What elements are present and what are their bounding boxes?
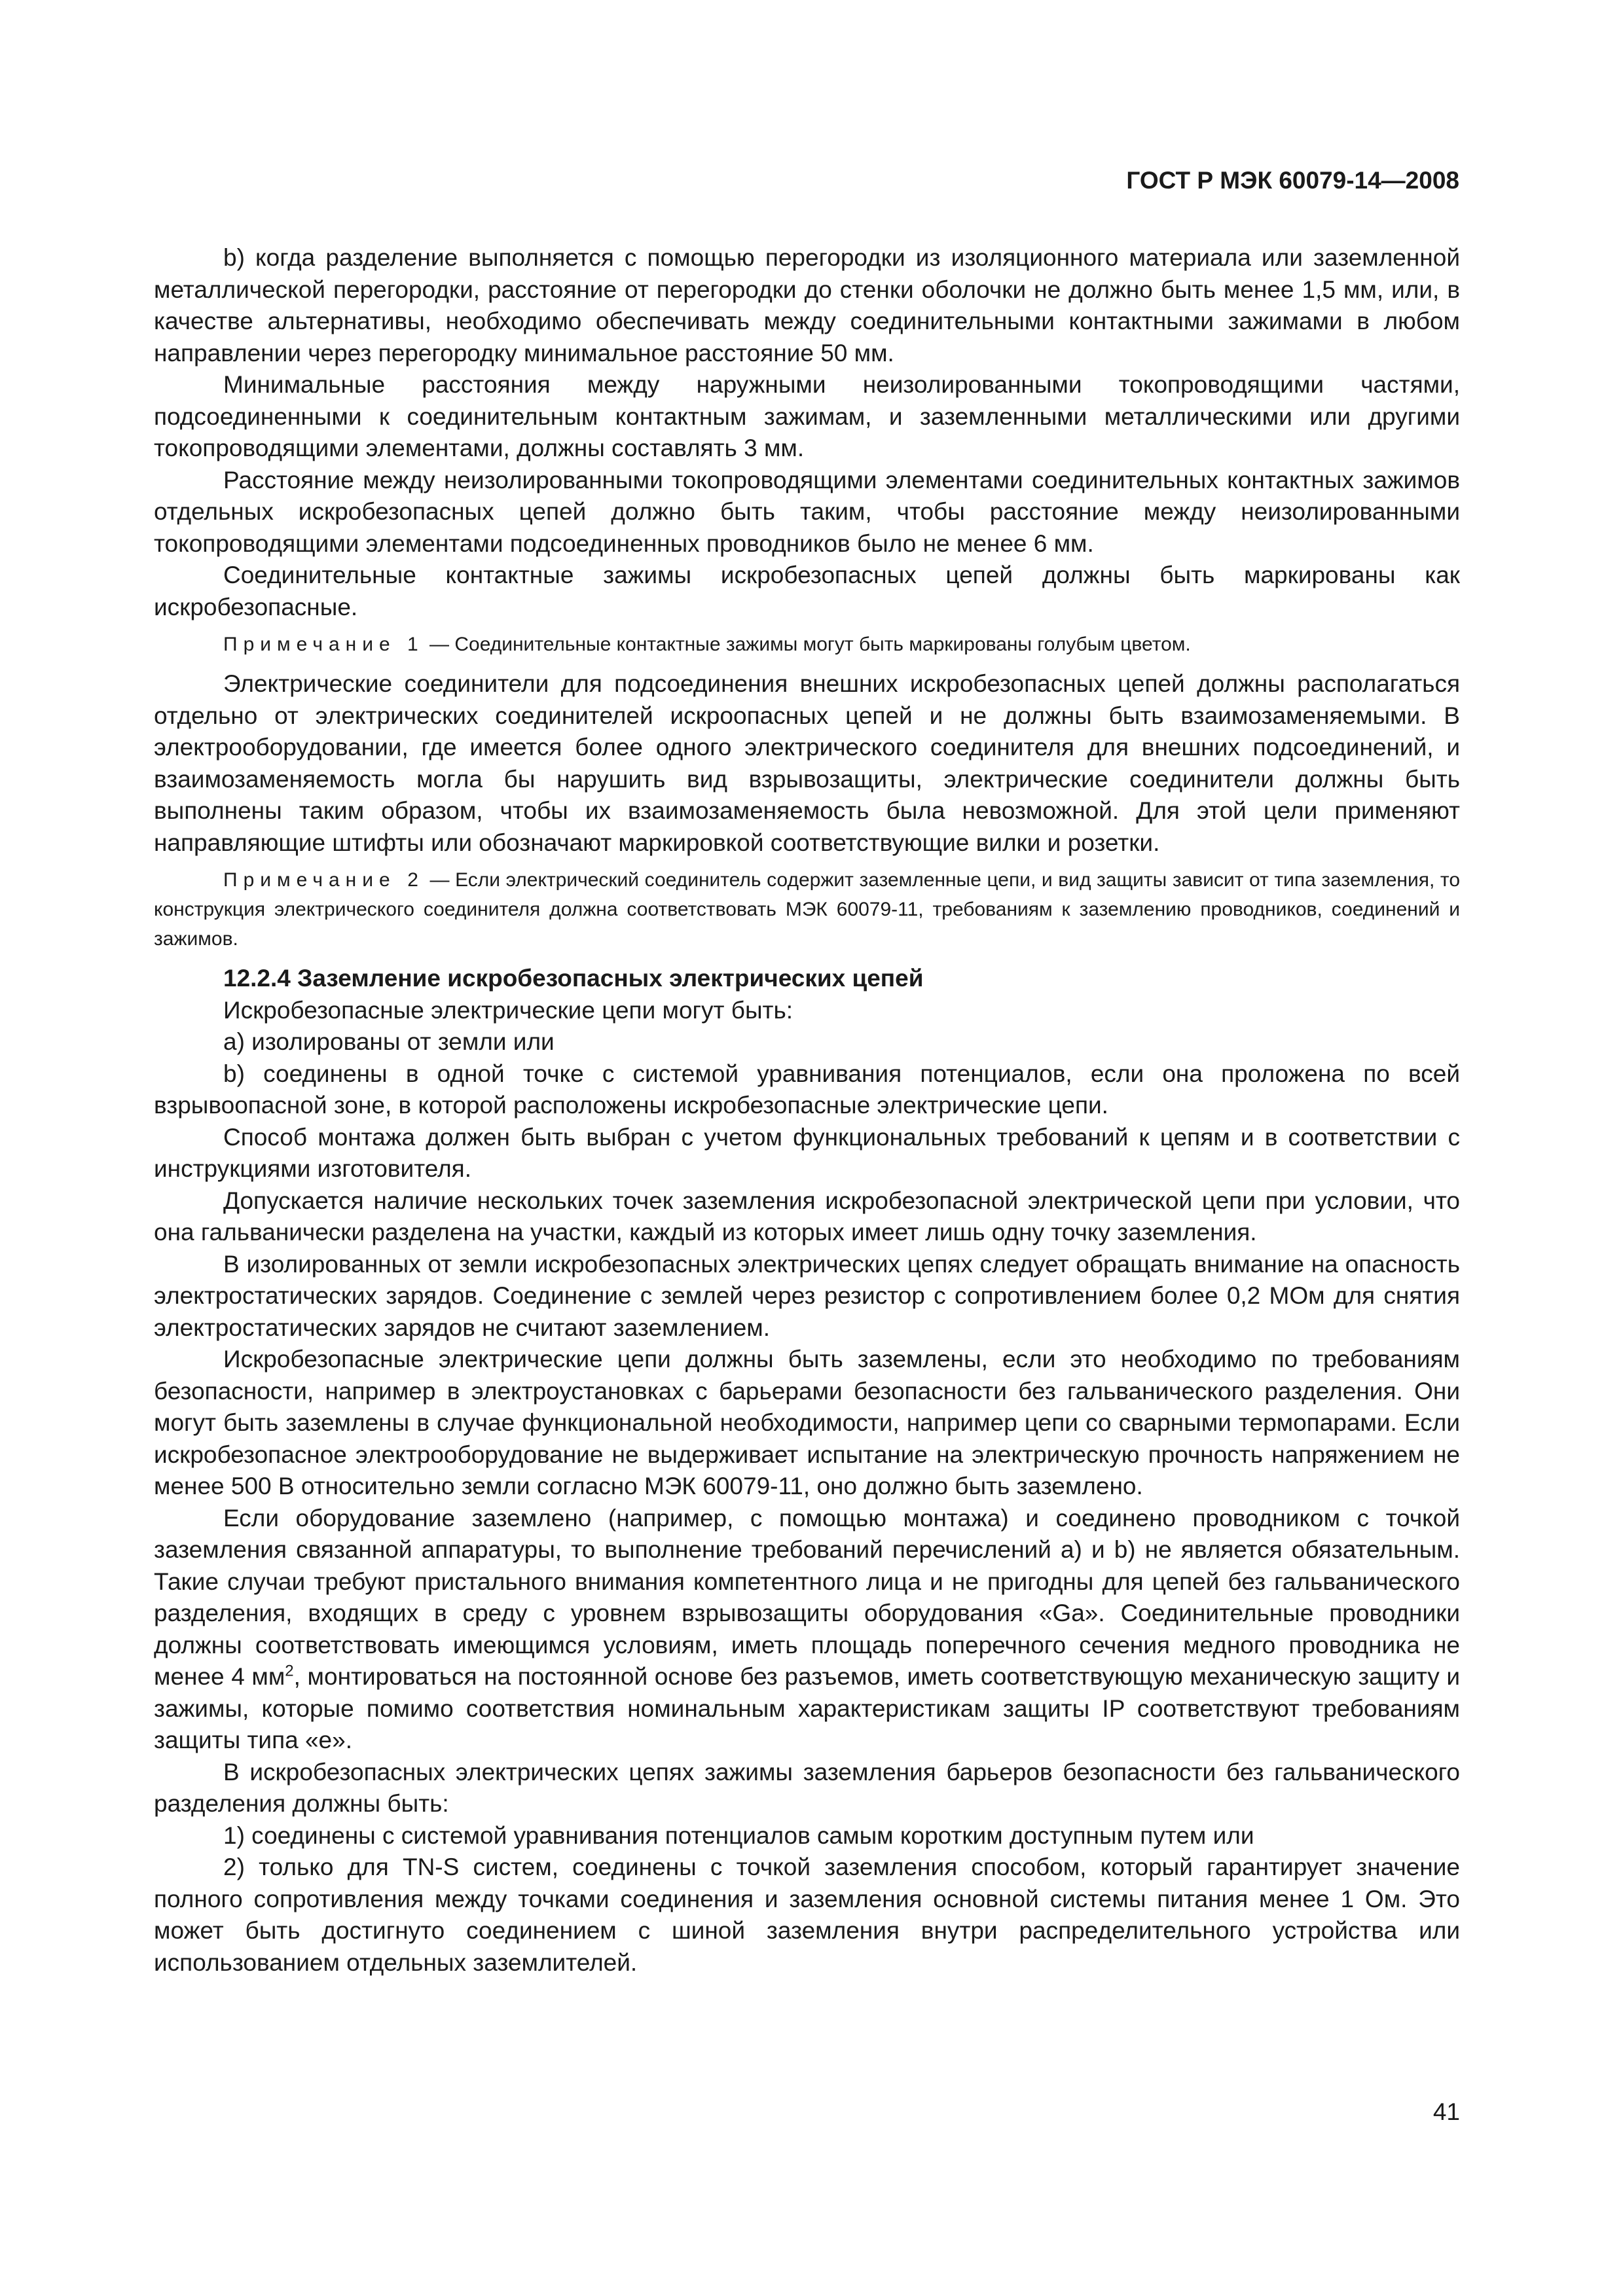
paragraph-bonded-equipment-part1: Если оборудование заземлено (например, с помощью монтажа) и соединено проводником с точкой заземления связанной аппаратуры, то выполнение требований перечислений a) и b) не является обязательным. Такие случаи требуют пристального внимания компетентного лица и не пригодны для цепей без гальванического разделения, входящих в среду с уровнем взрывозащиты оборудования «Ga». Соединительные проводники должны соответствовать имеющимся условиям, иметь площадь поперечного сечения медного проводника не менее 4 мм [154,1504,1460,1690]
superscript-2: 2 [285,1662,294,1680]
paragraph-barrier-terminals: В искробезопасных электрических цепях зажимы заземления барьеров безопасности без гальванического разделения должны быть: [154,1758,1460,1817]
list-item-1: 1) соединены с системой уравнивания потенциалов самым коротким доступным путем или [223,1821,1254,1849]
list-item-b: b) соединены в одной точке с системой уравнивания потенциалов, если она проложена по всей взрывоопасной зоне, в которой расположены искробезопасные электрические цепи. [154,1060,1460,1119]
section-heading: 12.2.4 Заземление искробезопасных электрических цепей [223,965,924,992]
paragraph-earthing-required: Искробезопасные электрические цепи должны быть заземлены, если это необходимо по требованиям безопасности, например в электроустановках с барьерами безопасности без гальванического разделения. Они могут быть заземлены в случае функциональной необходимости, например цепи со сварными термопарами. Если искробезопасное электрооборудование не выдерживает испытание на электрическую прочность напряжением не менее 500 В относительно земли согласно МЭК 60079-11, оно должно быть заземлено. [154,1346,1460,1499]
paragraph-separate-circuits-distance: Расстояние между неизолированными токопроводящими элементами соединительных контактных зажимов отдельных искробезопасных цепей должно быть таким, чтобы расстояние между неизолированными токопроводящими элементами подсоединенных проводников было не менее 6 мм. [154,466,1460,557]
list-item-a: a) изолированы от земли или [223,1028,555,1055]
paragraph-multiple-earth-points: Допускается наличие нескольких точек заземления искробезопасной электрической цепи при условии, что она гальванически разделена на участки, каждый из которых имеет лишь одну точку заземления. [154,1187,1460,1246]
list-item-2: 2) только для TN-S систем, соединены с точкой заземления способом, который гарантирует значение полного сопротивления между точками соединения и заземления основной системы питания менее 1 Ом. Это может быть достигнуто соединением с шиной заземления внутри распределительного устройства или использованием отдельных заземлителей. [154,1854,1460,1976]
note-1 [154,630,1460,659]
paragraph-partition-requirement: b) когда разделение выполняется с помощью перегородки из изоляционного материала или заземленной металлической перегородки, расстояние от перегородки до стенки оболочки не должно быть менее 1,5 мм, или, в качестве альтернативы, необходимо обеспечивать между соединительными контактными зажимами в любом направлении через перегородку минимальное расстояние 50 мм. [154,244,1460,367]
paragraph-bonded-equipment [154,1503,1460,1757]
paragraph-circuits-may-be: Искробезопасные электрические цепи могут быть: [223,996,793,1024]
note-2-label: Примечание 2 [223,869,424,891]
paragraph-minimum-distances: Минимальные расстояния между наружными неизолированными токопроводящими частями, подсоединенными к соединительным контактным зажимам, и заземленными металлическими или другими токопроводящими элементами, должны составлять 3 мм. [154,371,1460,461]
note-1-text: — Соединительные контактные зажимы могут быть маркированы голубым цветом. [424,634,1191,655]
document-body [154,242,1460,1979]
note-2 [154,865,1460,954]
page-number: 41 [1432,2098,1460,2125]
note-2-text: — Если электрический соединитель содержит заземленные цепи, и вид защиты зависит от типа заземления, то конструкция электрического соединителя должна соответствовать МЭК 60079-11, требованиям к заземлению проводников, соединений и зажимов. [154,869,1460,950]
document-header: ГОСТ Р МЭК 60079-14—2008 [1126,167,1459,194]
paragraph-terminal-marking: Соединительные контактные зажимы искробезопасных цепей должны быть маркированы как искробезопасные. [154,562,1460,620]
paragraph-installation-method: Способ монтажа должен быть выбран с учетом функциональных требований к цепям и в соответствии с инструкциями изготовителя. [154,1123,1460,1182]
note-1-label: Примечание 1 [223,634,424,655]
paragraph-electrostatic-charges: В изолированных от земли искробезопасных электрических цепях следует обращать внимание на опасность электростатических зарядов. Соединение с землей через резистор с сопротивлением более 0,2 МОм для снятия электростатических зарядов не считают заземлением. [154,1250,1460,1341]
paragraph-connectors: Электрические соединители для подсоединения внешних искробезопасных цепей должны располагаться отдельно от электрических соединителей искроопасных цепей и не должны быть взаимозаменяемыми. В электрооборудовании, где имеется более одного электрического соединителя для внешних подсоединений, и взаимозаменяемость могла бы нарушить вид взрывозащиты, электрические соединители должны быть выполнены таким образом, чтобы их взаимозаменяемость была невозможной. Для этой цели применяют направляющие штифты или обозначают маркировкой соответствующие вилки и розетки. [154,670,1460,856]
paragraph-bonded-equipment-part2: , монтироваться на постоянной основе без разъемов, иметь соответствующую механическую защиту и зажимы, которые помимо соответствия номинальным характеристикам защиты IP соответствуют требованиям защиты типа «е». [154,1663,1460,1753]
